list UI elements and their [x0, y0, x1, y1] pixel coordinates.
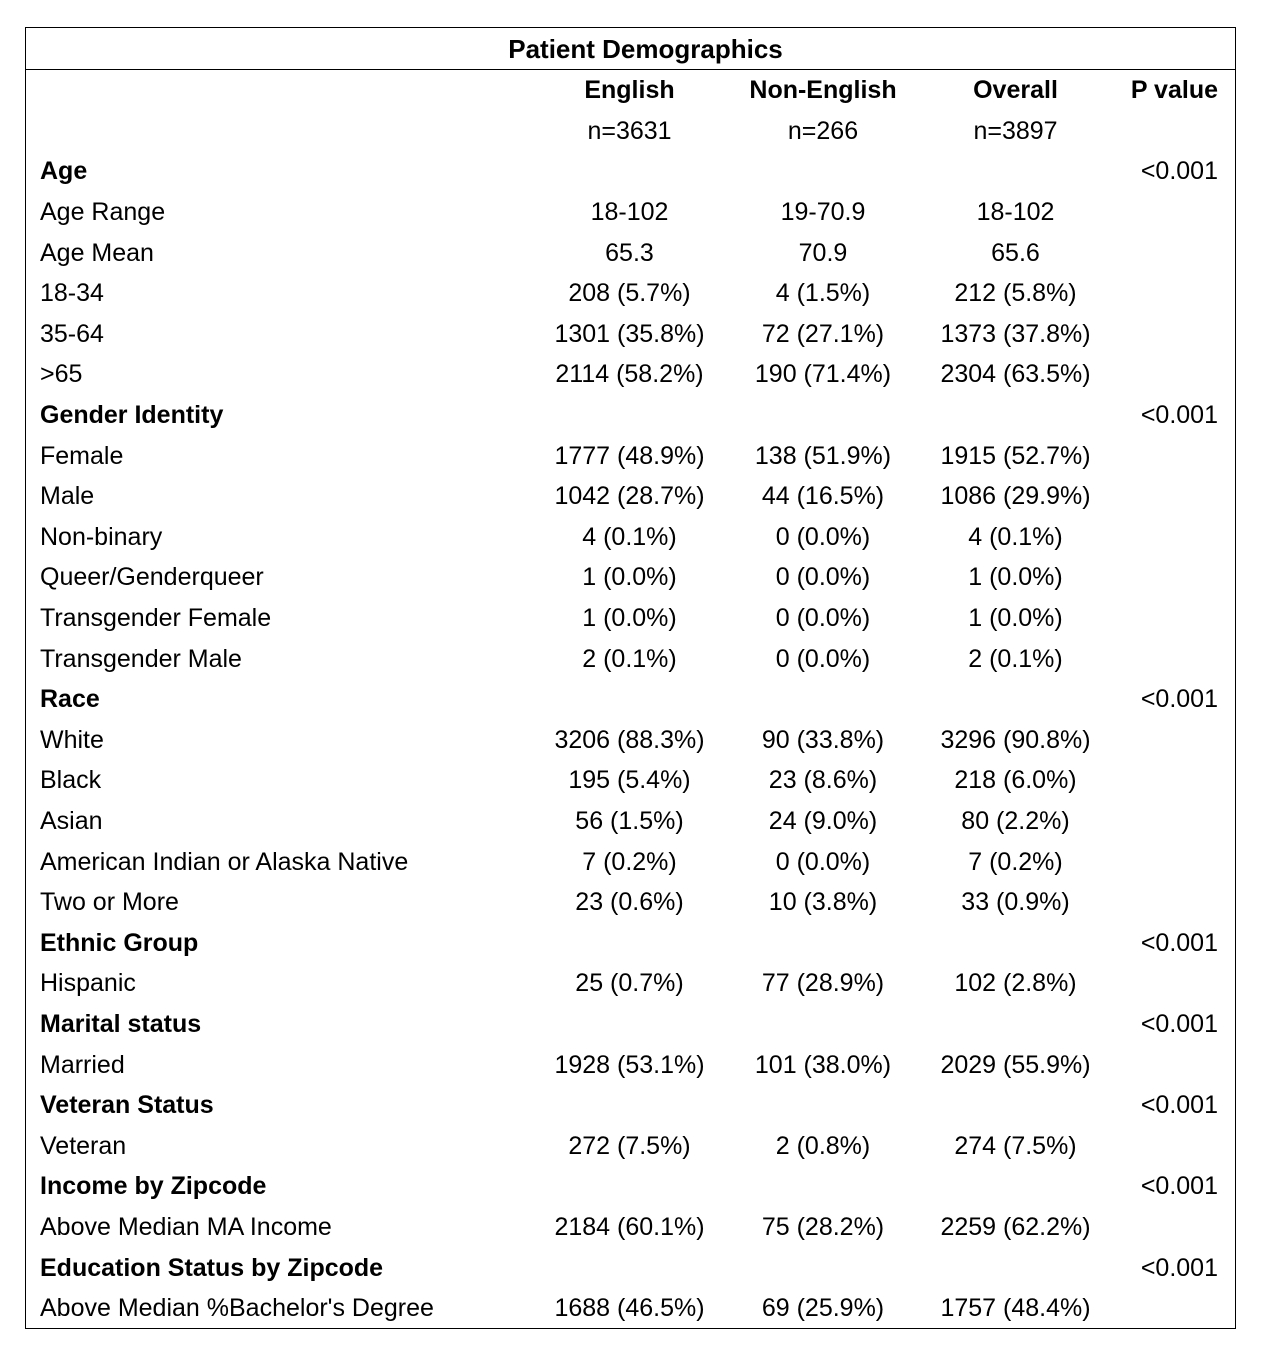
- cell-p-value: <0.001: [1140, 157, 1218, 186]
- cell-english: 1301 (35.8%): [554, 319, 705, 348]
- cell-non-english: 75 (28.2%): [761, 1212, 885, 1241]
- cell-english: [526, 679, 733, 720]
- cell-p-value: <0.001: [1140, 685, 1218, 714]
- group-header-row: [26, 151, 1234, 192]
- row-label: >65: [40, 360, 83, 389]
- cell-english: [526, 1004, 733, 1045]
- table-row: [26, 801, 1234, 842]
- cell-english: [526, 922, 733, 963]
- row-label: Age Mean: [40, 238, 154, 267]
- cell-p-value: [1118, 963, 1234, 1004]
- table-row: [26, 841, 1234, 882]
- cell-p-value: [1118, 476, 1234, 517]
- group-header-row: [26, 1004, 1234, 1045]
- group-header-row: [26, 395, 1234, 436]
- cell-overall: 2029 (55.9%): [940, 1050, 1091, 1079]
- cell-non-english: 0 (0.0%): [775, 604, 871, 633]
- table-row: [26, 882, 1234, 923]
- cell-non-english: 10 (3.8%): [768, 888, 878, 917]
- n-overall: n=3897: [973, 116, 1058, 145]
- table-row: [26, 557, 1234, 598]
- cell-non-english: 90 (33.8%): [761, 725, 885, 754]
- cell-p-value: [1118, 354, 1234, 395]
- row-label: 18-34: [40, 279, 104, 308]
- cell-overall: 18-102: [976, 198, 1055, 227]
- group-header-row: [26, 679, 1234, 720]
- cell-p-value: [1118, 273, 1234, 314]
- cell-overall: [913, 922, 1118, 963]
- cell-overall: 3296 (90.8%): [940, 725, 1091, 754]
- cell-non-english: [733, 395, 913, 436]
- cell-p-value: [1118, 435, 1234, 476]
- cell-overall: [913, 679, 1118, 720]
- table-row: [26, 963, 1234, 1004]
- sample-size-row: [26, 111, 1234, 152]
- cell-overall: 7 (0.2%): [968, 847, 1063, 876]
- cell-overall: 2 (0.1%): [968, 644, 1063, 673]
- cell-non-english: 19-70.9: [780, 198, 866, 227]
- cell-overall: 80 (2.2%): [961, 806, 1070, 835]
- cell-overall: 1915 (52.7%): [940, 441, 1091, 470]
- cell-p-value: [1118, 638, 1234, 679]
- cell-p-value: [1118, 598, 1234, 639]
- table-row: [26, 1044, 1234, 1085]
- header-non-english: Non-English: [749, 76, 897, 105]
- n-p-blank: [1118, 111, 1234, 152]
- row-label: Veteran Status: [40, 1091, 214, 1120]
- cell-p-value: [1118, 1288, 1234, 1329]
- table-row: [26, 598, 1234, 639]
- cell-overall: 1086 (29.9%): [940, 482, 1091, 511]
- cell-english: 195 (5.4%): [568, 766, 691, 795]
- cell-overall: 102 (2.8%): [954, 969, 1077, 998]
- cell-non-english: [733, 922, 913, 963]
- cell-english: [526, 1085, 733, 1126]
- table-row: [26, 760, 1234, 801]
- cell-p-value: [1118, 1207, 1234, 1248]
- column-header-row: [26, 70, 1234, 111]
- cell-p-value: [1118, 720, 1234, 761]
- cell-non-english: [733, 679, 913, 720]
- cell-english: [526, 151, 733, 192]
- cell-english: 18-102: [590, 198, 669, 227]
- cell-non-english: [733, 1085, 913, 1126]
- row-label: Gender Identity: [40, 401, 224, 430]
- header-blank: [26, 70, 526, 111]
- cell-p-value: [1118, 882, 1234, 923]
- cell-english: 2114 (58.2%): [555, 360, 704, 389]
- cell-non-english: 44 (16.5%): [761, 482, 885, 511]
- group-header-row: [26, 1247, 1234, 1288]
- row-label: 35-64: [40, 319, 104, 348]
- table-row: [26, 1125, 1234, 1166]
- cell-english: 23 (0.6%): [575, 888, 684, 917]
- cell-p-value: [1118, 314, 1234, 355]
- cell-overall: 65.6: [991, 238, 1040, 267]
- row-label: Married: [40, 1050, 125, 1079]
- cell-non-english: 2 (0.8%): [775, 1131, 871, 1160]
- cell-english: 7 (0.2%): [582, 847, 677, 876]
- n-non-english: n=266: [787, 116, 859, 145]
- group-header-row: [26, 1085, 1234, 1126]
- cell-non-english: 101 (38.0%): [754, 1050, 892, 1079]
- cell-english: 272 (7.5%): [568, 1131, 691, 1160]
- table-title: Patient Demographics: [26, 28, 1235, 70]
- row-label: Ethnic Group: [40, 928, 199, 957]
- row-label: Veteran: [40, 1131, 127, 1160]
- table-row: [26, 435, 1234, 476]
- header-p-value: P value: [1130, 76, 1218, 105]
- header-overall: Overall: [973, 76, 1058, 105]
- cell-p-value: [1118, 760, 1234, 801]
- table-row: [26, 314, 1234, 355]
- cell-non-english: 190 (71.4%): [754, 360, 892, 389]
- row-label: Education Status by Zipcode: [40, 1253, 384, 1282]
- demographics-table: [26, 70, 1234, 1328]
- cell-non-english: 69 (25.9%): [761, 1294, 885, 1323]
- cell-english: [526, 1166, 733, 1207]
- cell-english: 1777 (48.9%): [554, 441, 705, 470]
- cell-english: [526, 1247, 733, 1288]
- table-row: [26, 273, 1234, 314]
- cell-overall: 1 (0.0%): [968, 563, 1063, 592]
- cell-overall: 1757 (48.4%): [940, 1294, 1091, 1323]
- cell-english: 3206 (88.3%): [554, 725, 705, 754]
- row-label: Income by Zipcode: [40, 1172, 267, 1201]
- cell-non-english: [733, 1166, 913, 1207]
- cell-english: 2 (0.1%): [582, 644, 677, 673]
- cell-overall: 212 (5.8%): [954, 279, 1077, 308]
- cell-overall: 4 (0.1%): [968, 522, 1063, 551]
- cell-non-english: 24 (9.0%): [768, 806, 878, 835]
- cell-non-english: 77 (28.9%): [761, 969, 885, 998]
- row-label: Above Median MA Income: [40, 1212, 332, 1241]
- cell-non-english: 0 (0.0%): [775, 563, 871, 592]
- cell-overall: 2259 (62.2%): [940, 1212, 1091, 1241]
- cell-overall: [913, 1004, 1118, 1045]
- table-row: [26, 638, 1234, 679]
- row-label: White: [40, 725, 104, 754]
- cell-non-english: 0 (0.0%): [775, 522, 871, 551]
- cell-english: 65.3: [605, 238, 654, 267]
- cell-p-value: [1118, 517, 1234, 558]
- sample-size-blank: [26, 111, 526, 152]
- table-row: [26, 476, 1234, 517]
- cell-non-english: 138 (51.9%): [754, 441, 892, 470]
- group-header-row: [26, 922, 1234, 963]
- cell-overall: 1 (0.0%): [968, 604, 1063, 633]
- cell-english: 1 (0.0%): [582, 604, 677, 633]
- row-label: Age: [40, 157, 88, 186]
- cell-overall: 33 (0.9%): [961, 888, 1070, 917]
- row-label: Race: [40, 685, 100, 714]
- cell-english: 1042 (28.7%): [554, 482, 705, 511]
- cell-non-english: 0 (0.0%): [775, 644, 871, 673]
- cell-p-value: [1118, 1125, 1234, 1166]
- cell-english: 2184 (60.1%): [554, 1212, 705, 1241]
- cell-non-english: 72 (27.1%): [761, 319, 885, 348]
- cell-overall: [913, 1166, 1118, 1207]
- cell-p-value: <0.001: [1140, 1172, 1218, 1201]
- row-label: Male: [40, 482, 95, 511]
- cell-p-value: [1118, 801, 1234, 842]
- group-header-row: [26, 1166, 1234, 1207]
- cell-p-value: <0.001: [1140, 1009, 1218, 1038]
- row-label: Queer/Genderqueer: [40, 563, 264, 592]
- cell-non-english: [733, 151, 913, 192]
- row-label: Above Median %Bachelor's Degree: [40, 1294, 434, 1323]
- row-label: Age Range: [40, 198, 166, 227]
- cell-english: 208 (5.7%): [568, 279, 691, 308]
- cell-p-value: [1118, 192, 1234, 233]
- cell-overall: 1373 (37.8%): [940, 319, 1091, 348]
- row-label: Asian: [40, 806, 103, 835]
- cell-overall: 274 (7.5%): [954, 1131, 1077, 1160]
- row-label: Marital status: [40, 1009, 202, 1038]
- row-label: American Indian or Alaska Native: [40, 847, 409, 876]
- cell-p-value: [1118, 557, 1234, 598]
- row-label: Two or More: [40, 888, 179, 917]
- table-row: [26, 720, 1234, 761]
- cell-english: 1 (0.0%): [582, 563, 677, 592]
- cell-english: [526, 395, 733, 436]
- demographics-table-frame: [25, 27, 1236, 1329]
- cell-p-value: [1118, 841, 1234, 882]
- cell-non-english: 4 (1.5%): [775, 279, 871, 308]
- table-row: [26, 354, 1234, 395]
- table-row: [26, 192, 1234, 233]
- table-row: [26, 517, 1234, 558]
- cell-p-value: <0.001: [1140, 928, 1218, 957]
- cell-p-value: [1118, 232, 1234, 273]
- table-row: [26, 1207, 1234, 1248]
- cell-english: 4 (0.1%): [582, 522, 677, 551]
- row-label: Female: [40, 441, 124, 470]
- cell-english: 1688 (46.5%): [554, 1294, 705, 1323]
- cell-p-value: <0.001: [1140, 401, 1218, 430]
- header-english: English: [584, 76, 675, 105]
- row-label: Transgender Male: [40, 644, 242, 673]
- cell-english: 25 (0.7%): [575, 969, 684, 998]
- n-english: n=3631: [587, 116, 672, 145]
- table-row: [26, 232, 1234, 273]
- cell-non-english: 23 (8.6%): [768, 766, 878, 795]
- cell-overall: [913, 1085, 1118, 1126]
- row-label: Hispanic: [40, 969, 136, 998]
- cell-overall: [913, 395, 1118, 436]
- cell-non-english: 0 (0.0%): [775, 847, 871, 876]
- cell-english: 56 (1.5%): [575, 806, 684, 835]
- row-label: Transgender Female: [40, 604, 272, 633]
- cell-overall: [913, 1247, 1118, 1288]
- cell-overall: 218 (6.0%): [954, 766, 1077, 795]
- cell-p-value: <0.001: [1140, 1253, 1218, 1282]
- cell-overall: [913, 151, 1118, 192]
- cell-non-english: [733, 1004, 913, 1045]
- table-row: [26, 1288, 1234, 1329]
- cell-non-english: 70.9: [798, 238, 848, 267]
- cell-p-value: <0.001: [1140, 1091, 1218, 1120]
- row-label: Black: [40, 766, 102, 795]
- cell-english: 1928 (53.1%): [554, 1050, 705, 1079]
- cell-p-value: [1118, 1044, 1234, 1085]
- cell-overall: 2304 (63.5%): [940, 360, 1091, 389]
- cell-non-english: [733, 1247, 913, 1288]
- row-label: Non-binary: [40, 522, 163, 551]
